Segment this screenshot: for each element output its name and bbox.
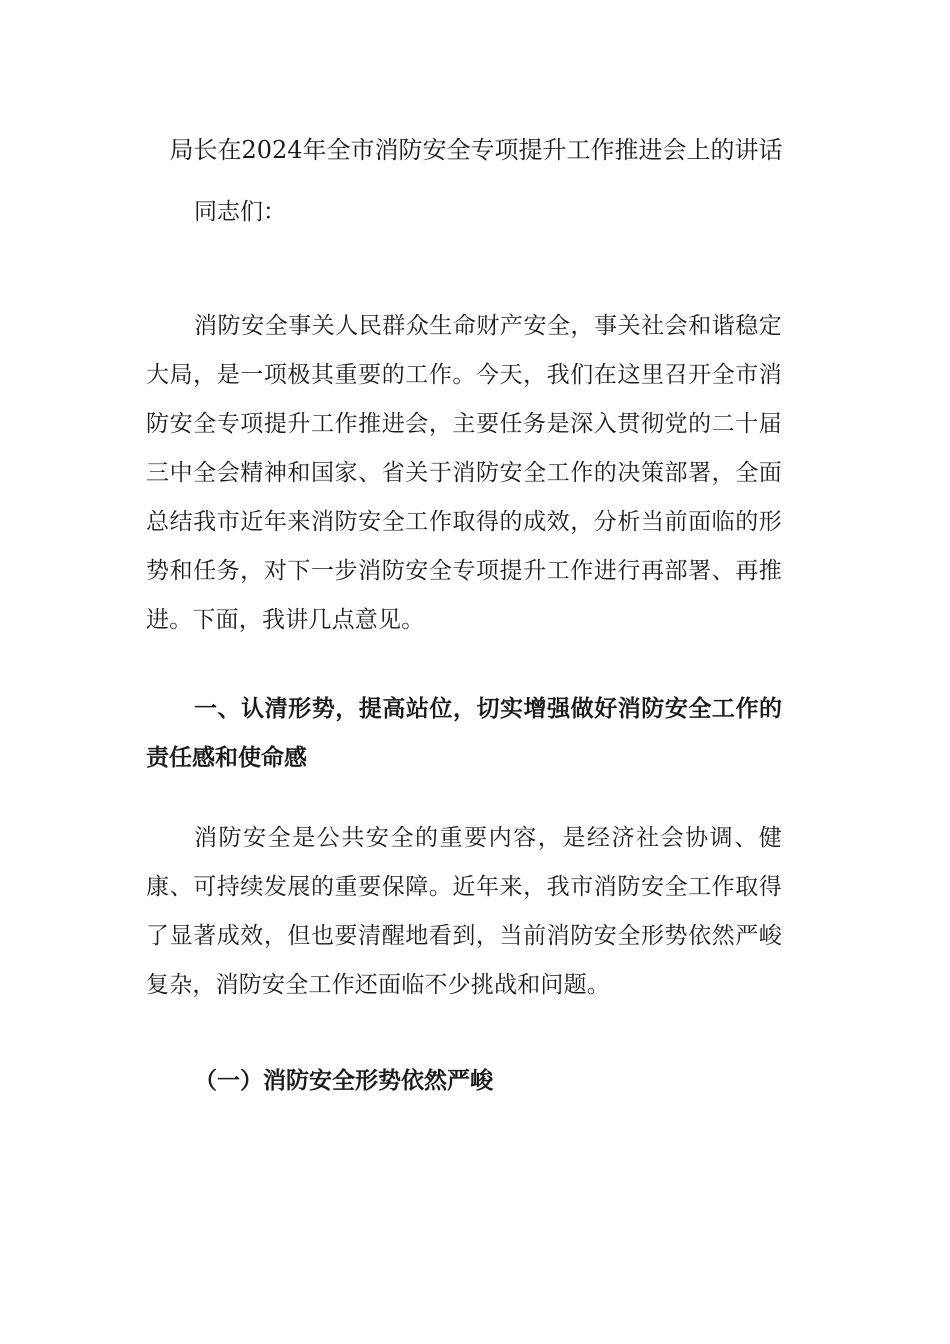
paragraph-intro: 消防安全事关人民群众生命财产安全，事关社会和谐稳定大局，是一项极其重要的工作。今天，我们在这里召开全市消防安全专项提升工作推进会，主要任务是深入贯彻党的二十届三中全会精神和国家、省关于消防安全工作的决策部署，全面总结我市近年来消防安全工作取得的成效，分析当前面临的形势和任务，对下一步消防安全专项提升工作进行再部署、再推进。下面，我讲几点意见。: [146, 313, 782, 633]
subsection-heading-1: （一）消防安全形势依然严峻: [194, 1067, 493, 1094]
document-title: 局长在2024年全市消防安全专项提升工作推进会上的讲话: [169, 136, 783, 164]
greeting: 同志们：: [194, 199, 286, 225]
section-heading-1: 一、认清形势，提高站位，切实增强做好消防安全工作的责任感和使命感: [146, 695, 782, 771]
paragraph-section-1: 消防安全是公共安全的重要内容，是经济社会协调、健康、可持续发展的重要保障。近年来，我市消防安全工作取得了显著成效，但也要清醒地看到，当前消防安全形势依然严峻复杂，消防安全工作还面临不少挑战和问题。: [146, 825, 782, 998]
